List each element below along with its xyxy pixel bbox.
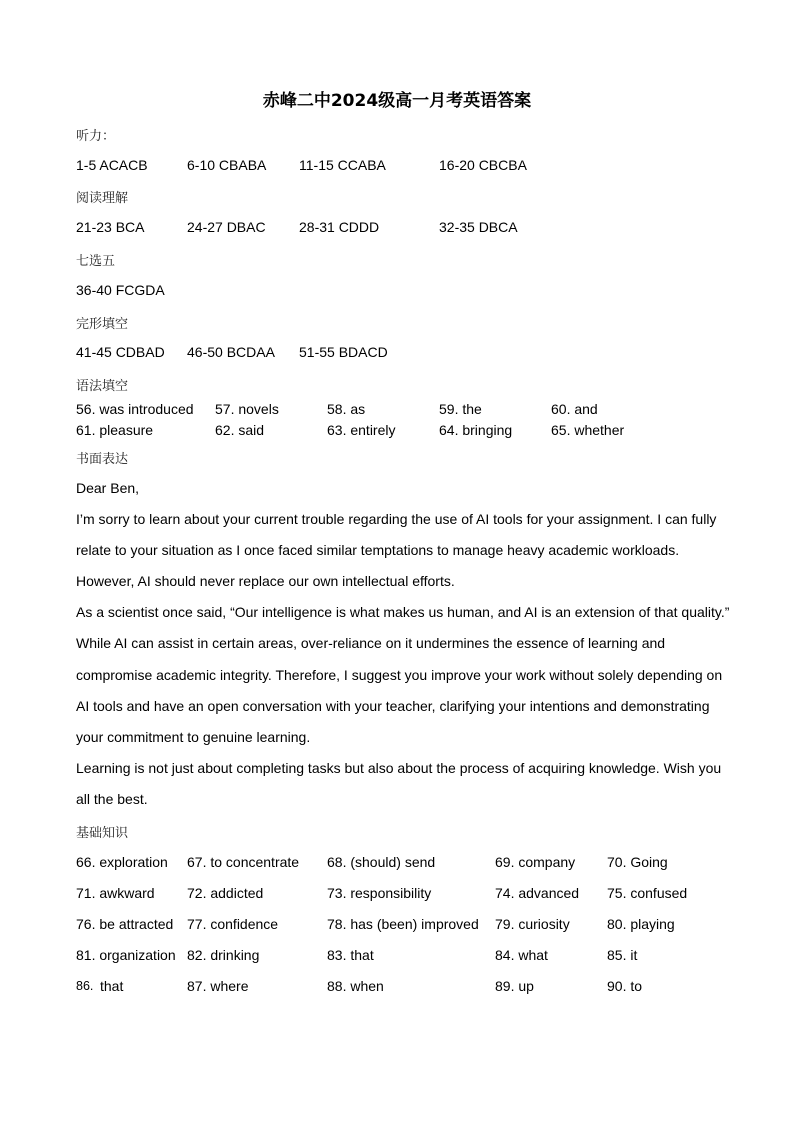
answer-item: 64. bringing <box>439 422 513 438</box>
answer-group: 41-45 CDBAD <box>76 344 165 360</box>
letter-greeting: Dear Ben, <box>76 480 140 496</box>
answer-item: 78. has (been) improved <box>327 916 479 932</box>
answer-item: 56. was introduced <box>76 401 194 417</box>
answer-item: 82. drinking <box>187 947 260 963</box>
answer-item: 59. the <box>439 401 482 417</box>
answer-item: 68. (should) send <box>327 854 436 870</box>
answer-item: 88. when <box>327 978 384 994</box>
answer-group: 36-40 FCGDA <box>76 282 165 298</box>
answer-group: 28-31 CDDD <box>299 219 380 235</box>
letter-line: As a scientist once said, “Our intelligence is what makes us human, and AI is an extension of that quality.” <box>76 604 730 620</box>
answer-group: 24-27 DBAC <box>187 219 266 235</box>
letter-line: While AI can assist in certain areas, over-reliance on it undermines the essence of learning and <box>76 635 666 651</box>
answer-item: 83. that <box>327 947 374 963</box>
page-title: 赤峰二中2024级高一月考英语答案 <box>262 91 532 111</box>
letter-line: I’m sorry to learn about your current trouble regarding the use of AI tools for your assignment. I can fully <box>76 511 717 527</box>
letter-closing: all the best. <box>76 791 148 807</box>
section-heading-cloze: 完形填空 <box>76 317 129 332</box>
section-heading-listening: 听力： <box>76 129 116 144</box>
section-heading-reading: 阅读理解 <box>76 191 129 206</box>
answer-item: 85. it <box>607 947 638 963</box>
answer-item: 75. confused <box>607 885 688 901</box>
answer-item: 61. pleasure <box>76 422 154 438</box>
letter-line: AI tools and have an open conversation with your teacher, clarifying your intentions and demonstrating <box>76 698 710 714</box>
answer-group: 6-10 CBABA <box>187 157 267 173</box>
letter-line: However, AI should never replace our own intellectual efforts. <box>76 573 455 589</box>
letter-line: compromise academic integrity. Therefore, I suggest you improve your work without solely depending on <box>76 667 723 683</box>
answer-item: 62. said <box>215 422 265 438</box>
answer-item: 77. confidence <box>187 916 279 932</box>
answer-number: 86. <box>76 979 94 993</box>
answer-item: 71. awkward <box>76 885 155 901</box>
letter-line: relate to your situation as I once faced similar temptations to manage heavy academic workloads. <box>76 542 680 558</box>
answer-group: 16-20 CBCBA <box>439 157 527 173</box>
answer-item: 90. to <box>607 978 643 994</box>
answer-group: 51-55 BDACD <box>299 344 388 360</box>
section-heading-writing: 书面表达 <box>76 452 129 467</box>
answer-item: 87. where <box>187 978 249 994</box>
answer-item: 79. curiosity <box>495 916 570 932</box>
answer-item: 81. organization <box>76 947 176 963</box>
answer-item: 69. company <box>495 854 576 870</box>
section-heading-seven-five: 七选五 <box>76 254 116 269</box>
answer-item: 73. responsibility <box>327 885 432 901</box>
answer-group: 1-5 ACACB <box>76 157 148 173</box>
letter-line: Learning is not just about completing tasks but also about the process of acquiring knowledge. Wish you <box>76 760 722 776</box>
answer-item: 67. to concentrate <box>187 854 300 870</box>
answer-group: 11-15 CCABA <box>299 157 386 173</box>
answer-item: 65. whether <box>551 422 625 438</box>
answer-item: 72. addicted <box>187 885 264 901</box>
section-heading-grammar: 语法填空 <box>76 379 129 394</box>
letter-line: your commitment to genuine learning. <box>76 729 311 745</box>
answer-item: 57. novels <box>215 401 279 417</box>
answer-item: that <box>100 978 124 994</box>
answer-item: 89. up <box>495 978 534 994</box>
section-heading-basics: 基础知识 <box>76 826 129 841</box>
answer-group: 21-23 BCA <box>76 219 145 235</box>
answer-item: 70. Going <box>607 854 668 870</box>
answer-group: 32-35 DBCA <box>439 219 518 235</box>
answer-item: 80. playing <box>607 916 675 932</box>
answer-item: 84. what <box>495 947 548 963</box>
answer-item: 58. as <box>327 401 366 417</box>
answer-item: 66. exploration <box>76 854 168 870</box>
answer-item: 74. advanced <box>495 885 580 901</box>
answer-item: 63. entirely <box>327 422 396 438</box>
answer-item: 76. be attracted <box>76 916 174 932</box>
answer-group: 46-50 BCDAA <box>187 344 275 360</box>
answer-item: 60. and <box>551 401 598 417</box>
